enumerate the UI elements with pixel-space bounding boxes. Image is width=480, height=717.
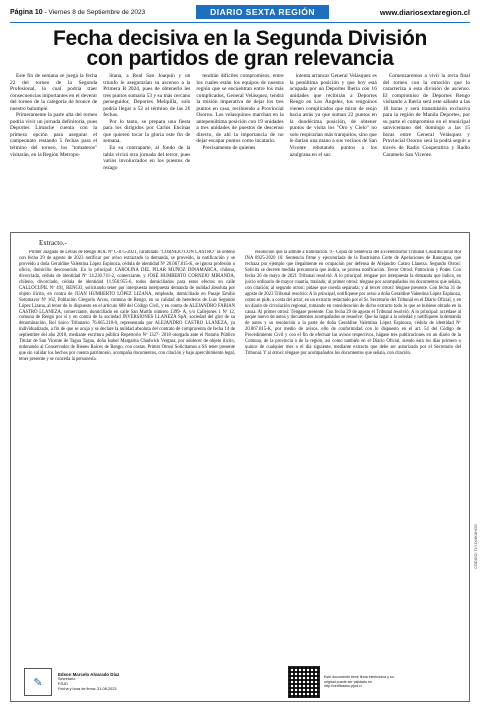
article-paragraph: En su contraparte, al fondo de la tabla vivirá otra jornada del terror, pues varios involucrados en los puestos de rezago [103,145,191,171]
article-column-2 [103,73,190,197]
page-header [10,4,470,20]
article-column-4 [290,73,377,197]
headline-line-1: Fecha decisiva en la Segunda División [52,27,428,50]
legal-notice-body [19,250,461,690]
signer-name: Edson Marcelo Alvarado Díaz [58,671,120,677]
date-text: - Viernes 8 de Septiembre de 2023 [42,8,146,16]
article-paragraph: Este fin de semana se juega la fecha 22 del torneo de la Segunda Profesional, lo cual podría traer consecuencias importantes en el devenir del torneo de la categoría de bronce de nuestro balompié. [10,73,98,112]
article-paragraph: Precisamente de quienes [202,145,256,152]
article-paragraph: Comenzaremos a vivir la recta final del torneo con la emoción que lo caracteriza a esta división de ascenso. El compromiso de Deportes Rengo visitando a Iberia será este sábado a las 18 horas y será transmisión exclusiva para la región de Manila Deportes, por su parte el compromiso en el municipal sanvicentano del domingo a las 15 horas entre General Velásquez y Provincial Osorno será la podrá seguir a través de Radio Cooperativa y Radio Caramelo San Vicente. [382,73,470,158]
page-number: Página 10 [10,8,43,16]
article-paragraph: litana, a Real San Joaquín y un triunfo le asegurarían su ascenso a la Primera B 2024, pues de obtenerlo les tres puntos sumaría 53 y su más cercano perseguidor, Deportes Melipilla, solo podría llegar a 52 al término de las 26 fechas. [103,73,191,119]
signer-org: PJUD [58,682,68,686]
newspaper-page [0,4,480,717]
legal-notice-column-1 [19,250,235,690]
page-date [10,9,145,16]
brand-banner: DIARIO SEXTA REGIÓN [196,5,329,19]
qr-code[interactable] [288,666,320,698]
legal-notice-column-2 [245,250,461,690]
signer-role: Secretario [58,677,76,682]
article-headline [10,29,470,69]
verify-text: Este documento tiene firma electrónica y su original puede ser validado en http://verificadoc.pjud.cl [324,675,394,689]
article-paragraph: Primeramente la parte alta del torneo podría vivir un jornada definitoria, pues Deportes Limache cuenta con la primera opción para asegurar el campeonato restando 5 fechas para el término del torneo, los "tomateros" visitarán, en la Región Metropo- [10,112,98,158]
legal-notice-text-1: Primer Juzgado de Letras de Rengo ROL Nº C-875-2021, caratulado "CORNEJO CON CASTRO" se ordenó con fecha 29 de agosto de 2023 notificar por aviso extractado la demanda, se proveído, la notificación y se proveído a doña Geraldine Valentina López Espinoza, cédula de identidad Nº 20.067.815-K, se ignora profesión u oficio, domicilio desconocido. En lo principal: CAROLINA DEL PILAR MUÑOZ DINAMARCA, chilena, divorciada, cédula de identidad Nº 14.230.741-2, comerciante, y JOSÉ HUMBERTO CORNEJO MIRANDA, chileno, divorciado, cédula de identidad 11.950.955-6, todos domiciliados para estos efectos en calle CALLOCUPIL Nº 491, RENGO, solicitando tener por interpuesta interpuesta demanda de nulidad absoluta por objeto ilícito, en contra de JUAN HUMBERTO LÓPEZ LIZANA, empleado, domiciliado en Pasaje Emilio Sotomayor Nº 162, Población Gregorio Arcos, comuna de Rengo, en su calidad de herederos de Luis Segundo López Lizana, al tenor de lo dispuesto en el artículo 688 del Código Civil, y en contra de ALEJANDRO FABIAN CASTRO LLANEZA, comerciante, domiciliado en calle San Martín número 1399- A, y/o Callejones 1 Nº 12, comuna de Rengo por sí y en contra de la sociedad INVERSIONES LLANEZA SpA, sociedad del giro de su denominación, Rol único Tributario 76.665.210-0, representada por ALEJANDRO CASTRO LLANEZA, ya individualizado, a fin de que se acoja y se declare la nulidad absoluta del contrato de compraventa de fecha 14 de septiembre del año 2018, mediante escritura pública Repertorio Nº 1327- 2018 otorgada ante el Notario Público Titular de San Vicente de Tagua Tagua, doña Isabel Margarita Chadwick Vergara, por adolecer de objeto ilícito, ordenando al Conservador de Bienes Raíces de Rengo, con costas. Primer Otrosí Solicitamos a SS tener presente que sin validar los hechos por cuenta patrimonio, acompaña documentos, con citación y bajo apercibimiento legal, tener presente y se conceda la personería. [19,250,235,363]
signature-block [24,666,404,698]
article-column-3 [196,73,283,197]
legal-notice-box [10,232,470,702]
article-column-1 [10,73,97,197]
article-columns [10,73,470,197]
side-code: CÓDIGO: TLYJXVKXHGG [474,524,478,569]
signer-date: Fecha y hora de firma: 31-08-2023 [58,686,117,691]
article-paragraph: tendrán difíciles compromisos, entre los cuales están los equipos de nuestra región que se encuentran entre los más complicados, General Velásquez, tendrá la misión imperativa de dejar los tres puntos en casa, recibiendo a Provincial Osorno. Los velasquinos marchan en la antepenúltima posición con 19 unidades a tres unidades de puestos de descenso directo, de ahí la importancia de no dejar escapar puntos como locatario. [196,73,284,145]
legal-notice-text-2: resolución que la admite a tramitación. 9.- Copia de Sentencia del Excelentísimo Tribunal Constitucional Rol INA 8925-2020 10. Sentencia firme y ejecutoriada de la Ilustrísima Corte de Apelaciones de Rancagua, que rechaza por ejemplo que ilegalmente en ocupación por defensa de Alejandro Castro Llaneza. Segundo Otrosí: Solicita se decrete medida precautoria que indica, se provea notificación. Tercer Otrosí: Patrocinio y Poder. Con fecha 26 de mayo de 2021 Tribunal resolvió: A lo principal: téngase por interpuesta la demanda que indica, en juicio ordinario de mayor cuantía, traslado; al primer otrosí: téngase por acompañados los documentos que señala, con citación; al segundo otrosí: pídase que cuerda separada; y al tercer otrosí: téngase presente. Con fecha 31 de agosto de 2023 Tribunal resolvió: A lo principal, notifíquese por aviso a doña Geraldine Valentina López Espinoza, como se pide, a costa del actor, en un extracto redactado por el Sr. Secretario del Tribunal en el Diario Oficial, y en un diario de circulación regional, tomando en consideración de dicho extracto todo lo que se hubiese obrado en la causa. Al primer otrosí: Téngase presente. Con fecha 29 de agosto el Tribunal resolvió: A lo principal: accédase al peque nuevo de autos y documentos acompañados se resuelve: Que ha lugar a la soledad y notifíquese la demanda de autos y su resolución a la parte de doña Geraldine Valentina López Espinoza, cédula de identidad Nº 20.067.815-K, por medio de avisos, ello de conformidad con lo dispuesto en el art. 54 del Código de Procedimiento Civil y con el fin de efectuar las avisos respectivos, hágase tres publicaciones en un diario de la Comuna, de la provincia o de la región, así como también en el Diario Oficial, siendo ésta los días primero o quince de cualquier mes o el día siguiente, mediante extracto que debe ser autorizado por el Secretario del Tribunal. Y al otrosí: téngase por acompañados los documentos que señala, con citación. [245,250,461,357]
article-paragraph: Por lo tanto, se prepara una fiesta para los dirigidos por Carlos Encinas que quieren tocar la gloria este fin de semana. [103,118,191,145]
header-rule [10,22,470,23]
signature-seal-icon: ✎ [24,668,52,696]
article-paragraph: intenta arrancar General Velásquez es la penúltima posición y que hoy está ocupada por un Deportes Iberia con 16 unidades que recibirán a Deportes Rengo en Los Ángeles, los rengoinos vienen complicados que mirar de reojo hacia atrás ya que suman 22 puntos en la duodécima posición, de obtener puntos de visita los "Oro y Cielo" no solo respirarían más tranquilos, sino que le darían una mano a sus vecinos de San Vicente rebotando puntos a los azulgrana en el sur. [289,73,377,158]
headline-line-2: con partidos de gran relevancia [86,47,394,70]
signer-info [58,673,168,691]
site-url[interactable]: www.diariosextaregion.cl [379,7,470,17]
article-column-5 [383,73,470,197]
legal-notice-title: Extracto.- [39,239,67,247]
